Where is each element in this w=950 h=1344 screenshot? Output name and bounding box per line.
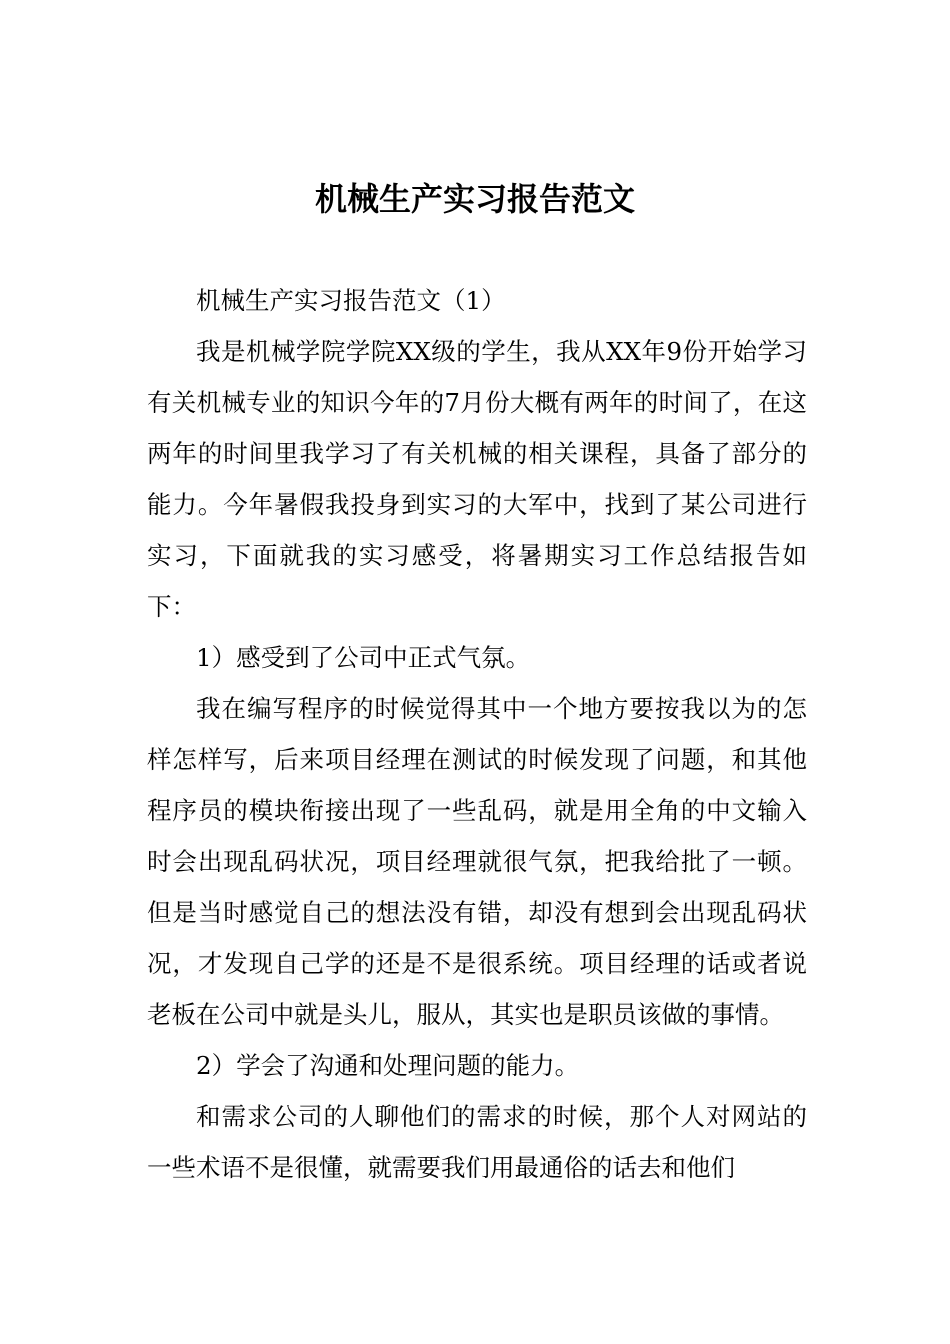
section-heading: 2）学会了沟通和处理问题的能力。 (196, 1051, 580, 1080)
section-heading: 机械生产实习报告范文（1） (196, 286, 506, 315)
document-title: 机械生产实习报告范文 (314, 180, 635, 218)
paragraph: 和需求公司的人聊他们的需求的时候，那个人对网站的一些术语不是很懂，就需要我们用最通俗的话去和他们 (147, 1102, 807, 1182)
document-body (147, 275, 807, 1193)
paragraph: 我是机械学院学院XX级的学生，我从XX年9份开始学习有关机械专业的知识今年的7月份大概有两年的时间了，在这两年的时间里我学习了有关机械的相关课程，具备了部分的能力。今年暑假我投身到实习的大军中，找到了某公司进行实习，下面就我的实习感受，将暑期实习工作总结报告如下： (147, 337, 807, 621)
paragraph: 我在编写程序的时候觉得其中一个地方要按我以为的怎样怎样写，后来项目经理在测试的时候发现了问题，和其他程序员的模块衔接出现了一些乱码，就是用全角的中文输入时会出现乱码状况，项目经理就很气氛，把我给批了一顿。但是当时感觉自己的想法没有错，却没有想到会出现乱码状况，才发现自己学的还是不是很系统。项目经理的话或者说老板在公司中就是头儿，服从，其实也是职员该做的事情。 (147, 694, 807, 1029)
section-heading: 1）感受到了公司中正式气氛。 (196, 643, 531, 672)
